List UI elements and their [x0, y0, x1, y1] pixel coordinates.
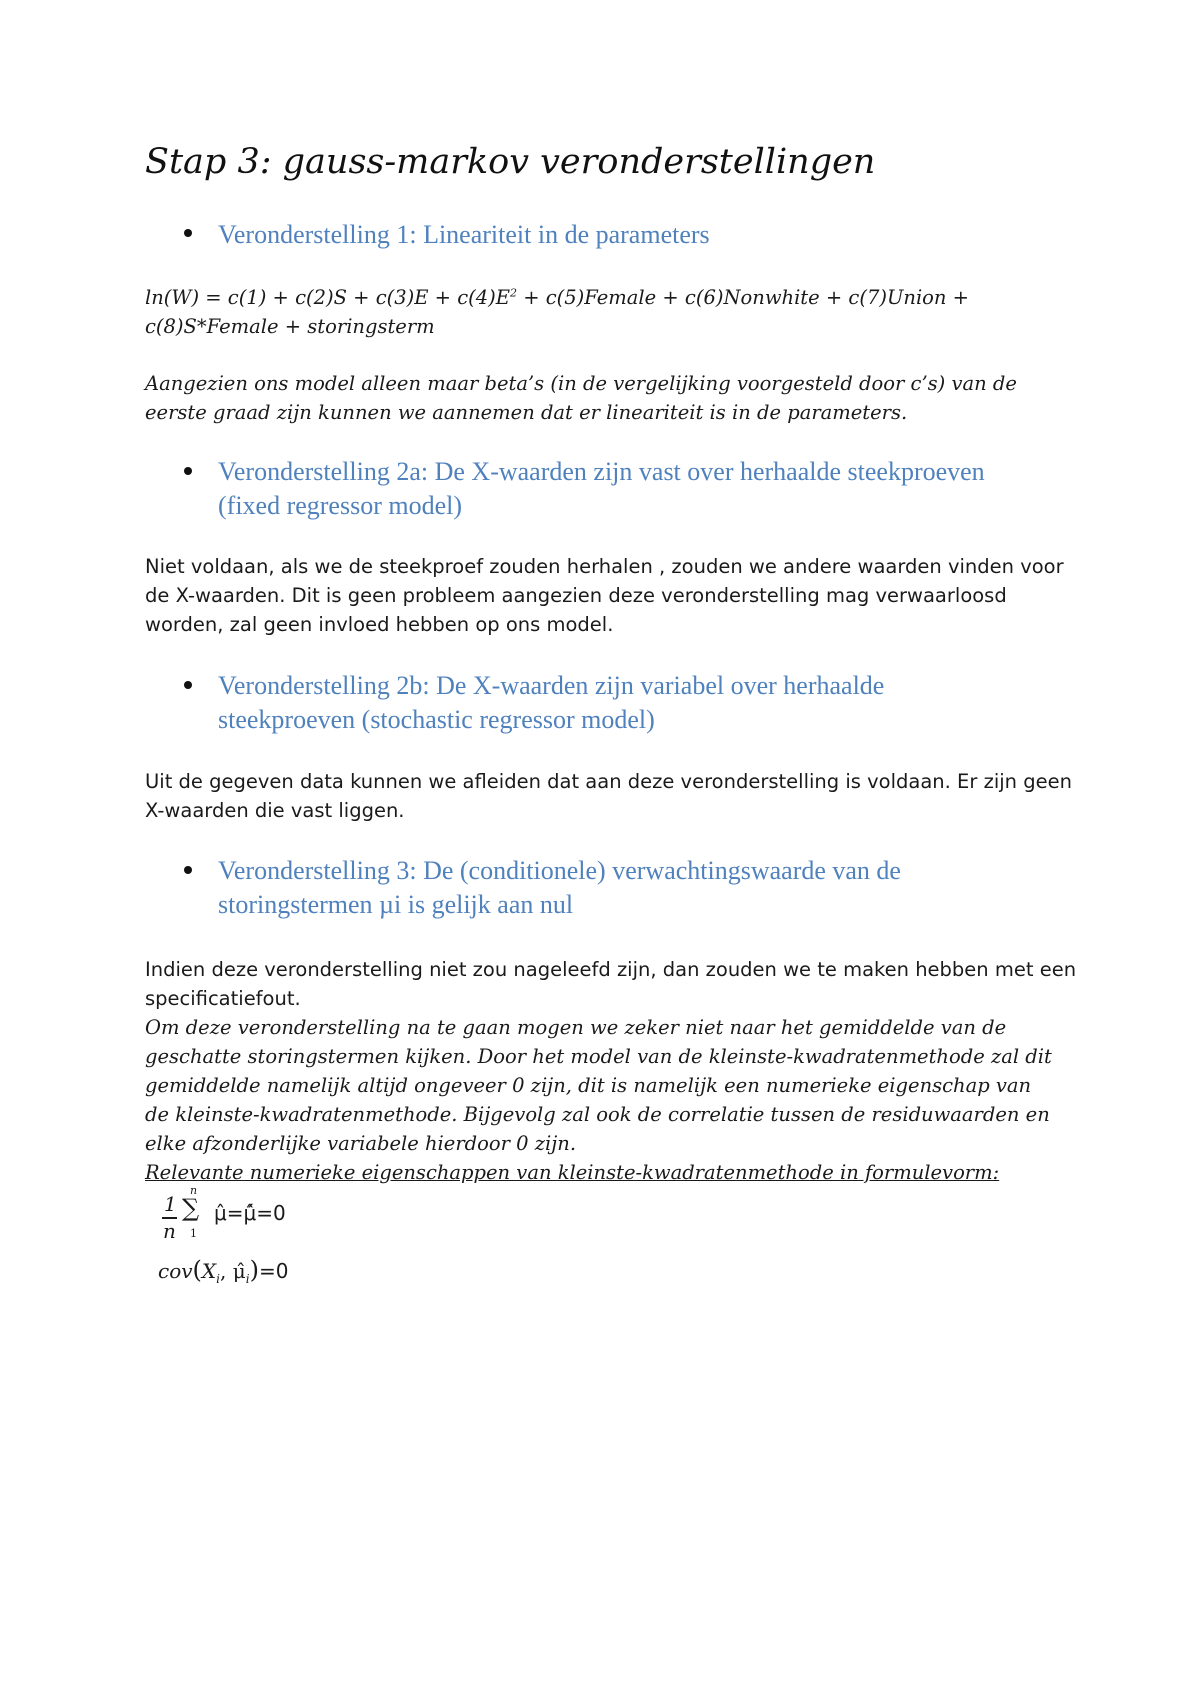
open-paren: (: [192, 1256, 202, 1284]
x-variable: X: [201, 1259, 217, 1283]
x-subscript: i: [216, 1272, 221, 1286]
fraction-denominator: n: [163, 1219, 176, 1243]
page-title: Stap 3: gauss-markov veronderstellingen: [145, 142, 876, 182]
heading-line: Veronderstelling 2b: De X-waarden zijn variabel over herhaalde: [218, 671, 885, 700]
heading-line: Veronderstelling 2a: De X-waarden zijn vast over herhaalde steekproeven: [218, 457, 985, 486]
sum-lower-limit: 1: [190, 1227, 197, 1240]
sum-icon: ∑: [182, 1194, 200, 1222]
heading-line: storingstermen µi is gelijk aan nul: [218, 890, 574, 919]
italic-line: Om deze veronderstelling na te gaan mogen we zeker niet naar het gemiddelde van de: [145, 1016, 1007, 1039]
equation-line2: c(8)S*Female + storingsterm: [145, 315, 435, 338]
mu-hat: μ̂: [232, 1259, 246, 1283]
equation-part2: + c(5)Female + c(6)Nonwhite + c(7)Union +: [517, 286, 970, 309]
section3-heading: [218, 854, 1118, 922]
close-paren: ): [249, 1256, 259, 1284]
paragraph-line: X-waarden die vast liggen.: [145, 799, 405, 822]
equation: [145, 283, 1085, 341]
bullet-icon: [184, 681, 192, 689]
equation-part1: ln(W) = c(1) + c(2)S + c(3)E + c(4)E: [145, 286, 510, 309]
formula-rhs: μ̂=μ̂́=0: [214, 1201, 286, 1225]
paragraph-line: worden, zal geen invloed hebben op ons model.: [145, 613, 614, 636]
equation-exponent: 2: [510, 286, 517, 300]
paragraph-line: specificatiefout.: [145, 987, 301, 1010]
fraction-numerator: 1: [164, 1192, 177, 1216]
paragraph-line: Uit de gegeven data kunnen we afleiden dat aan deze veronderstelling is voldaan. Er zijn geen: [145, 770, 1072, 793]
paragraph-line: eerste graad zijn kunnen we aannemen dat er lineariteit is in de parameters.: [145, 401, 908, 424]
formula-mean: [158, 1184, 358, 1252]
section1-paragraph: [145, 369, 1085, 427]
cov-function: cov: [158, 1259, 193, 1283]
bullet-icon: [184, 467, 192, 475]
section2b-paragraph: [145, 767, 1085, 825]
section3-paragraph: [145, 955, 1085, 1013]
section2b-heading: [218, 669, 1118, 737]
heading-line: (fixed regressor model): [218, 491, 463, 520]
separator: ,: [220, 1259, 233, 1283]
formula-covariance: [158, 1256, 418, 1288]
paragraph-line: Indien deze veronderstelling niet zou nageleefd zijn, dan zouden we te maken hebben met een: [145, 958, 1077, 981]
section2a-paragraph: [145, 552, 1085, 639]
paragraph-line: de X-waarden. Dit is geen probleem aangezien deze veronderstelling mag verwaarloosd: [145, 584, 1007, 607]
paragraph-line: Aangezien ons model alleen maar beta’s (in de vergelijking voorgesteld door c’s) van de: [145, 372, 1017, 395]
paragraph-line: Niet voldaan, als we de steekproef zouden herhalen , zouden we andere waarden vinden voor: [145, 555, 1064, 578]
bullet-icon: [184, 866, 192, 874]
italic-line: de kleinste-kwadratenmethode. Bijgevolg zal ook de correlatie tussen de residuwaarden en: [145, 1103, 1050, 1126]
section1-heading: Veronderstelling 1: Lineariteit in de parameters: [218, 220, 710, 249]
formula2-rhs: =0: [258, 1259, 289, 1283]
underlined-line: Relevante numerieke eigenschappen van kleinste-kwadratenmethode in formulevorm:: [145, 1161, 1000, 1184]
sum-upper-limit: n: [190, 1184, 198, 1197]
heading-line: Veronderstelling 3: De (conditionele) verwachtingswaarde van de: [218, 856, 901, 885]
heading-line: steekproeven (stochastic regressor model): [218, 705, 655, 734]
mu-subscript: i: [245, 1272, 250, 1286]
section3-italic-paragraph: [145, 1013, 1085, 1187]
italic-line: geschatte storingstermen kijken. Door het model van de kleinste-kwadratenmethode zal dit: [145, 1045, 1052, 1068]
italic-line: elke afzonderlijke variabele hierdoor 0 zijn.: [145, 1132, 577, 1155]
bullet-icon: [184, 229, 192, 237]
italic-line: gemiddelde namelijk altijd ongeveer 0 zijn, dit is namelijk een numerieke eigenschap van: [145, 1074, 1032, 1097]
section2a-heading: [218, 455, 1118, 523]
